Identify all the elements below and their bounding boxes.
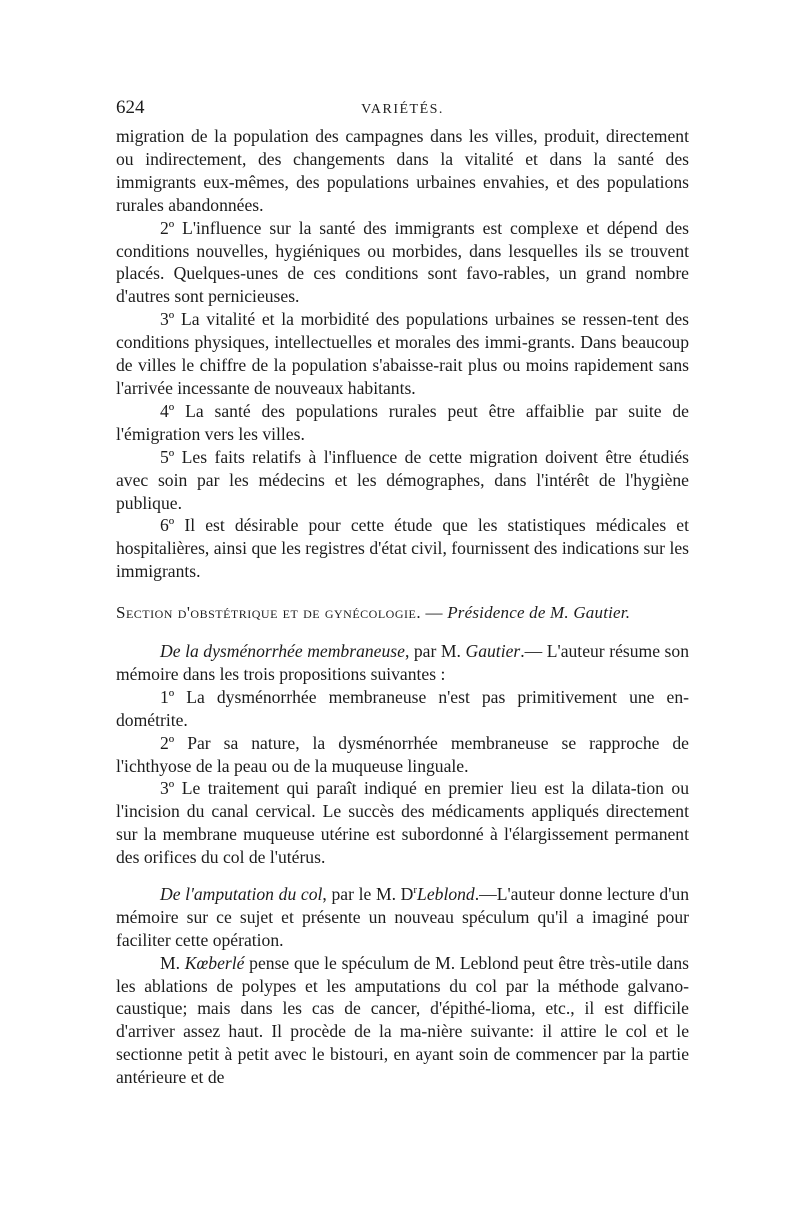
- text-run: , par M.: [404, 641, 466, 662]
- paragraph-continuation: migration de la population des campagnes dans les villes, produit, directement ou indirectement, des changements dans la vitalité et dans la santé des immigrants eux-mêmes, des populations urbaines envahies, et des populations rurales abandonnées.: [116, 126, 689, 215]
- superscript: r: [413, 884, 418, 897]
- text-run: M.: [160, 952, 185, 973]
- paragraph-dys-1: 1º La dysménorrhée membraneuse n'est pas primitivement une en-dométrite.: [116, 686, 689, 730]
- person-name: Kœberlé: [184, 952, 245, 973]
- section-title: Section d'obstétrique et de gynécologie.: [116, 603, 422, 623]
- paragraph-item-2: 2º L'influence sur la santé des immigrants est complexe et dépend des conditions nouvelles, hygiéniques ou morbides, dans lesquelles ils se trouvent placés. Quelques-unes de ces conditions sont favo-rables, un grand nombre d'autres sont pernicieuses.: [116, 217, 689, 307]
- text-run: , par le M. D: [322, 883, 414, 904]
- paragraph-amputation: [116, 879, 689, 952]
- section-presidence: Présidence de M. Gautier.: [447, 603, 631, 623]
- text-run: .—L'auteur donne lecture d'un mémoire sur ce sujet et présente un nouveau spéculum qu'il a imaginé pour faciliter cette opération.: [116, 883, 689, 950]
- text-run: pense que le spéculum de M. Leblond peut être très-utile dans les ablations de polypes et les amputations du col par la méthode galvano-caustique; mais dans les cas de cancer, d'épithé-lioma, etc., il est difficile d'arriver assez haut. Il procède de la ma-nière suivante: il attire le col et le sectionne petit à petit avec le bistouri, en ayant soin de commencer par la partie antérieure et de: [116, 952, 689, 1088]
- paragraph-item-6: 6º Il est désirable pour cette étude que les statistiques médicales et hospitalières, ainsi que les registres d'état civil, fournissent des indications sur les immigrants.: [116, 515, 689, 582]
- section-dash: —: [421, 603, 448, 623]
- article-title: De l'amputation du col: [160, 883, 323, 904]
- paragraph-dysmenorrhee-intro: [116, 640, 689, 686]
- paragraph-item-4: 4º La santé des populations rurales peut être affaiblie par suite de l'émigration vers les villes.: [116, 400, 689, 444]
- page-number: 624: [116, 97, 145, 118]
- author-name: Gautier: [465, 641, 521, 662]
- running-title: VARIÉTÉS.: [361, 102, 444, 117]
- page-header: [116, 95, 689, 125]
- paragraph-dys-3: 3º Le traitement qui paraît indiqué en premier lieu est la dilata-tion ou l'incision du canal cervical. Le succès des médicaments appliqués directement sur la membrane muqueuse utérine est subordonné à l'élargissement permanent des orifices du col de l'utérus.: [116, 778, 689, 868]
- paragraph-koeberle: [116, 952, 689, 1089]
- author-name: Leblond: [417, 883, 475, 904]
- section-heading: [116, 602, 689, 625]
- text-run: .— L'auteur résume son mémoire dans les trois propositions suivantes :: [116, 641, 690, 684]
- paragraph-dys-2: 2º Par sa nature, la dysménorrhée membraneuse se rapproche de l'ichthyose de la peau ou de la muqueuse linguale.: [116, 732, 689, 776]
- article-title: De la dysménorrhée membraneuse: [160, 641, 405, 662]
- paragraph-item-3: 3º La vitalité et la morbidité des populations urbaines se ressen-tent des conditions physiques, intellectuelles et morales des immi-grants. Dans beaucoup de villes le chiffre de la population s'abaisse-rait plus ou moins rapidement sans l'arrivée incessante de nouveaux habitants.: [116, 309, 689, 398]
- paragraph-item-5: 5º Les faits relatifs à l'influence de cette migration doivent être étudiés avec soin par les médecins et les démographes, dans l'intérêt de l'hygiène publique.: [116, 446, 689, 513]
